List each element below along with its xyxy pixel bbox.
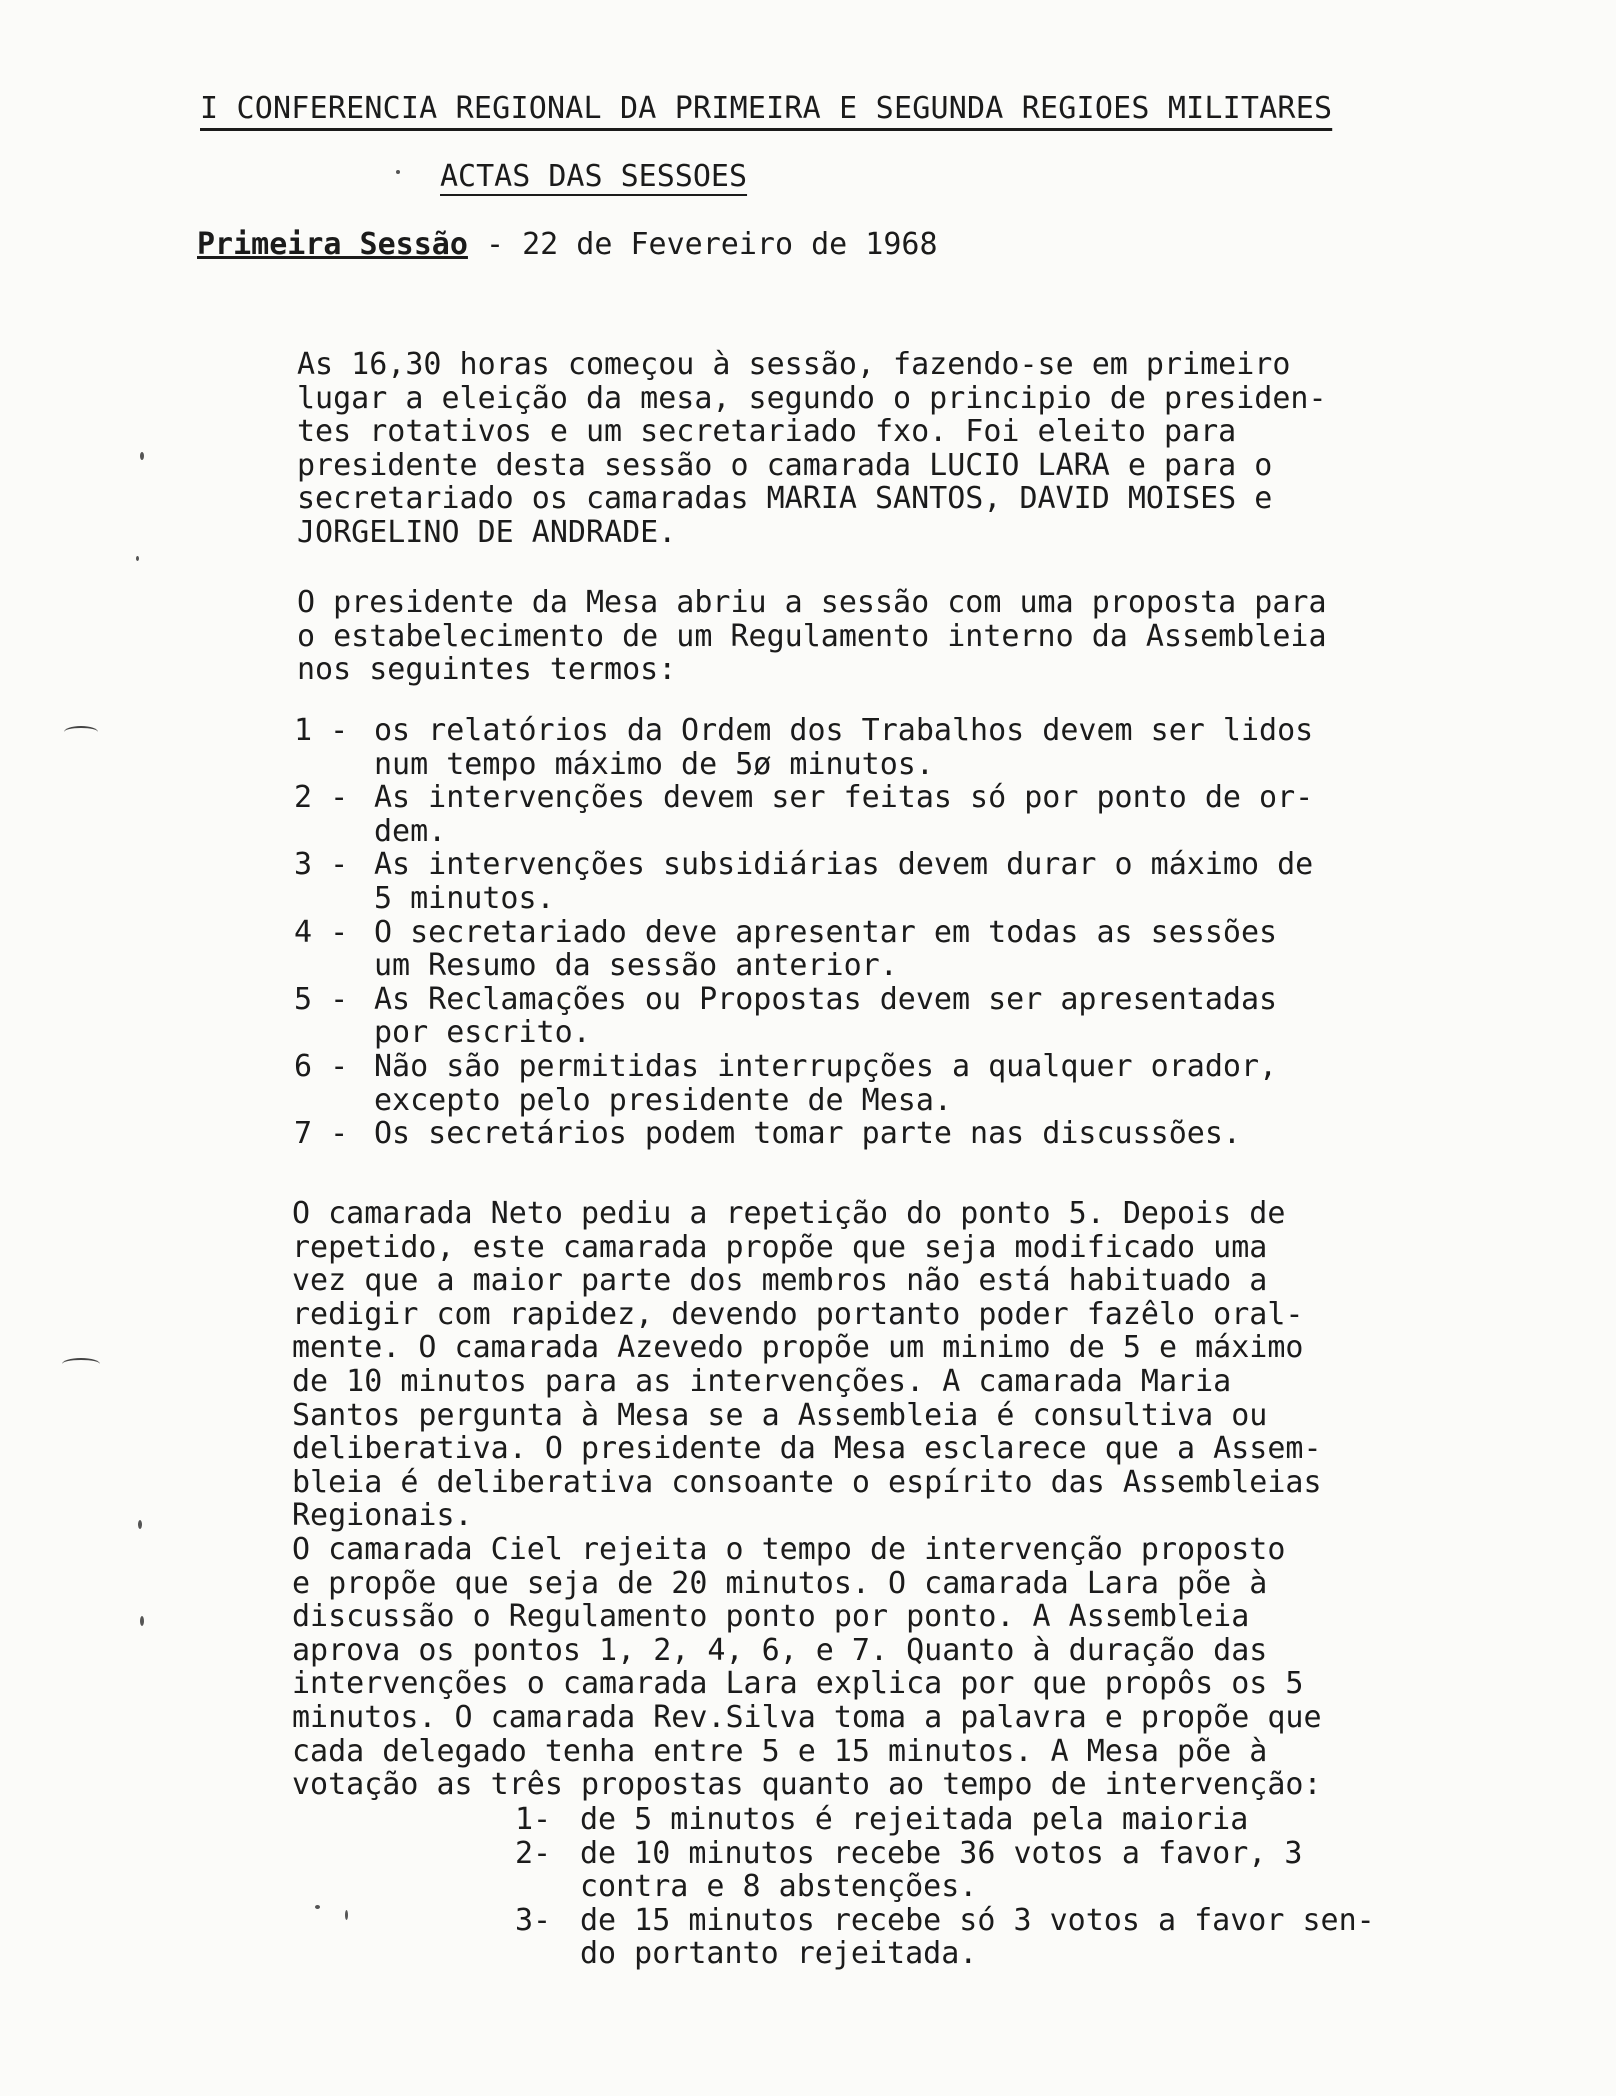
item-text-line: O secretariado deve apresentar em todas as sessões xyxy=(374,914,1278,950)
rule-item xyxy=(294,1050,1313,1117)
item-text-line: Não são permitidas interrupções a qualquer orador, xyxy=(374,1048,1278,1084)
session-date: - 22 de Fevereiro de 1968 xyxy=(467,227,938,262)
paragraph-line: discussão o Regulamento ponto por ponto. A Assembleia xyxy=(292,1599,1250,1635)
scan-speck xyxy=(140,452,144,460)
item-text xyxy=(580,1904,1375,1971)
paragraph-line: redigir com rapidez, devendo portanto poder fazêlo oral- xyxy=(292,1296,1304,1332)
item-text-line: de 10 minutos recebe 36 votos a favor, 3 xyxy=(580,1835,1303,1871)
scan-speck xyxy=(136,556,139,561)
item-number: 3 - xyxy=(294,847,349,883)
scan-mark xyxy=(64,726,98,738)
rule-item xyxy=(294,1117,1313,1151)
paragraph-line: cada delegado tenha entre 5 e 15 minutos. A Mesa põe à xyxy=(292,1733,1268,1769)
paragraph-line: Santos pergunta à Mesa se a Assembleia é consultiva ou xyxy=(292,1397,1268,1433)
paragraph-line: o estabelecimento de um Regulamento interno da Assembleia xyxy=(297,618,1327,654)
paragraph-line: intervenções o camarada Lara explica por que propôs os 5 xyxy=(292,1666,1304,1702)
paragraph-line: O camarada Ciel rejeita o tempo de intervenção proposto xyxy=(292,1531,1286,1567)
item-number: 5 - xyxy=(294,981,349,1017)
votes-list xyxy=(515,1803,1375,1971)
item-text xyxy=(374,1117,1313,1151)
scan-speck xyxy=(396,170,400,174)
paragraph-line: Regionais. xyxy=(292,1498,473,1534)
item-text-line: excepto pelo presidente de Mesa. xyxy=(374,1082,952,1118)
item-number: 2- xyxy=(515,1835,552,1871)
paragraph-line: JORGELINO DE ANDRADE. xyxy=(297,514,677,550)
item-number: 4 - xyxy=(294,914,349,950)
session-label: Primeira Sessão xyxy=(197,227,468,262)
item-text-line: As intervenções subsidiárias devem durar o máximo de xyxy=(374,847,1314,883)
item-text-line: de 15 minutos recebe só 3 votos a favor sen- xyxy=(580,1902,1375,1938)
paragraph-election xyxy=(297,348,1327,550)
item-number: 7 - xyxy=(294,1116,349,1152)
item-text-line: por escrito. xyxy=(374,1015,591,1051)
session-heading xyxy=(197,228,938,262)
paragraph-line: bleia é deliberativa consoante o espírito das Assembleias xyxy=(292,1464,1322,1500)
paragraph-line: O presidente da Mesa abriu a sessão com uma proposta para xyxy=(297,585,1327,620)
paragraph-line: mente. O camarada Azevedo propõe um minimo de 5 e máximo xyxy=(292,1330,1304,1366)
item-text-line: do portanto rejeitada. xyxy=(580,1936,978,1972)
paragraph-line: minutos. O camarada Rev.Silva toma a palavra e propõe que xyxy=(292,1699,1322,1735)
item-text-line: contra e 8 abstenções. xyxy=(580,1869,978,1905)
paragraph-line: presidente desta sessão o camarada LUCIO LARA e para o xyxy=(297,447,1273,483)
paragraph-line: e propõe que seja de 20 minutos. O camarada Lara põe à xyxy=(292,1565,1268,1601)
item-text-line: os relatórios da Ordem dos Trabalhos devem ser lidos xyxy=(374,713,1314,748)
paragraph-line: tes rotativos e um secretariado fxo. Foi eleito para xyxy=(297,414,1237,450)
item-text-line: num tempo máximo de 5ø minutos. xyxy=(374,746,934,782)
item-number: 6 - xyxy=(294,1048,349,1084)
item-text-line: um Resumo da sessão anterior. xyxy=(374,948,898,984)
paragraph-line: de 10 minutos para as intervenções. A camarada Maria xyxy=(292,1363,1232,1399)
item-number: 3- xyxy=(515,1902,552,1938)
paragraph-line: nos seguintes termos: xyxy=(297,652,677,688)
item-number: 2 - xyxy=(294,780,349,816)
item-text-line: 5 minutos. xyxy=(374,880,555,916)
paragraph-line: votação as três propostas quanto ao tempo de intervenção: xyxy=(292,1767,1322,1803)
paragraph-line: repetido, este camarada propõe que seja modificado uma xyxy=(292,1229,1268,1265)
item-number: 1- xyxy=(515,1802,552,1837)
item-text xyxy=(374,983,1313,1050)
rule-item xyxy=(294,916,1313,983)
rule-item xyxy=(294,983,1313,1050)
vote-item xyxy=(515,1904,1375,1971)
item-text xyxy=(374,781,1313,848)
document-subtitle: ACTAS DAS SESSOES xyxy=(440,159,748,194)
item-text xyxy=(374,916,1313,983)
rule-item xyxy=(294,781,1313,848)
paragraph-line: vez que a maior parte dos membros não está habituado a xyxy=(292,1263,1268,1299)
rule-item xyxy=(294,848,1313,915)
paragraph-discussion xyxy=(292,1197,1322,1802)
item-text xyxy=(374,848,1313,915)
item-text-line: Os secretários podem tomar parte nas discussões. xyxy=(374,1116,1241,1152)
item-text xyxy=(580,1837,1375,1904)
scan-speck xyxy=(315,1905,320,1909)
rules-list xyxy=(294,714,1313,1151)
paragraph-line: secretariado os camaradas MARIA SANTOS, DAVID MOISES e xyxy=(297,481,1273,517)
item-number: 1 - xyxy=(294,713,349,748)
document-title: I CONFERENCIA REGIONAL DA PRIMEIRA E SEGUNDA REGIOES MILITARES xyxy=(200,91,1333,126)
paragraph-line: aprova os pontos 1, 2, 4, 6, e 7. Quanto à duração das xyxy=(292,1632,1268,1668)
paragraph-line: O camarada Neto pediu a repetição do ponto 5. Depois de xyxy=(292,1196,1286,1231)
item-text xyxy=(580,1803,1375,1837)
scan-speck xyxy=(138,1520,142,1529)
vote-item xyxy=(515,1803,1375,1837)
paragraph-line: As 16,30 horas começou à sessão, fazendo-se em primeiro xyxy=(297,347,1291,382)
item-text-line: As intervenções devem ser feitas só por ponto de or- xyxy=(374,780,1314,816)
scan-speck xyxy=(345,1910,348,1920)
paragraph-line: deliberativa. O presidente da Mesa esclarece que a Assem- xyxy=(292,1431,1322,1467)
item-text xyxy=(374,1050,1313,1117)
item-text-line: dem. xyxy=(374,813,447,849)
paragraph-line: lugar a eleição da mesa, segundo o principio de presiden- xyxy=(297,380,1327,416)
item-text-line: de 5 minutos é rejeitada pela maioria xyxy=(580,1802,1249,1837)
item-text xyxy=(374,714,1313,781)
scan-mark xyxy=(62,1358,100,1370)
vote-item xyxy=(515,1837,1375,1904)
scan-speck xyxy=(140,1616,144,1626)
item-text-line: As Reclamações ou Propostas devem ser apresentadas xyxy=(374,981,1278,1017)
rule-item xyxy=(294,714,1313,781)
paragraph-proposal xyxy=(297,586,1327,687)
